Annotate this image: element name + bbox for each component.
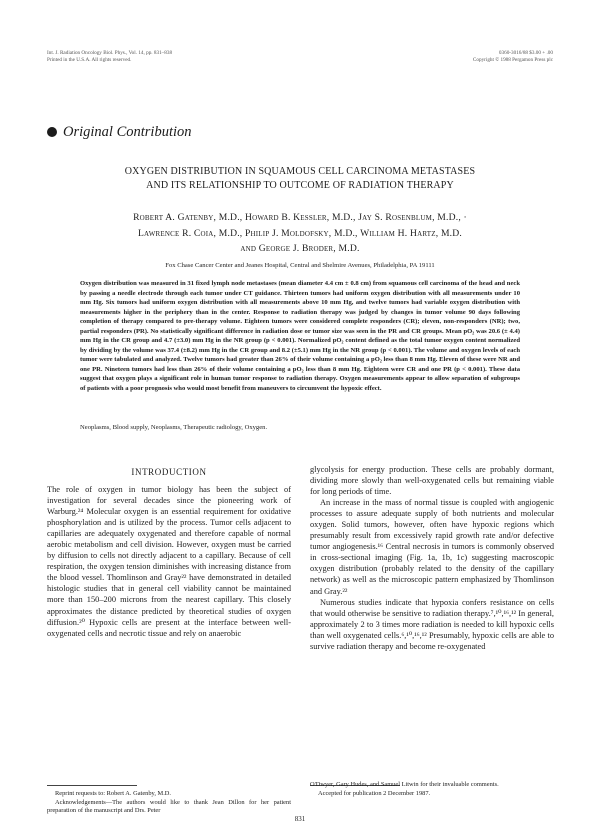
title-line: OXYGEN DISTRIBUTION IN SQUAMOUS CELL CARCINOMA METASTASES [124,166,476,177]
footnotes-right [310,781,554,798]
introduction-heading: INTRODUCTION [131,467,207,477]
title-line: AND ITS RELATIONSHIP TO OUTCOME OF RADIATION THERAPY [146,179,454,191]
right-column [310,464,554,652]
paragraph: An increase in the mass of normal tissue is coupled with angiogenic processes to assure adequate supply of both nutrients and molecular oxygen. Solid tumors, however, often have hypoxic regions which presumably result from excessively rapid growth rate and/or defective tumor angiogenesis.¹⁶ Central necrosis in tumors is commonly observed in cross-sectional imaging (Fig. 1a, 1b, 1c) suggesting macroscopic oxygen distribution (probably related to the density of the capillary network) as well as the microscopic pattern emphasized by Thomlinson and Gray.²² [310,498,554,596]
article-title [52,165,548,192]
abstract: Oxygen distribution was measured in 31 fixed lymph node metastases (mean diameter 4.4 cm ± 0.8 cm) from squamous cell carcinoma of the head and neck by passing a needle electrode through each tumor under CT guidance. Thirteen tumors had uniform oxygen distribution with all measurements under 10 mm Hg. Six tumors had uniform oxygen distribution with all measurements above 10 mm Hg, and twelve tumors had variable oxygen distribution with measurements higher in the periphery than in the center. Response to radiation therapy was judged by changes in tumor volume 90 days following completion of therapy compared to pre-therapy volume. Eighteen tumors were considered complete responders (CR); eleven, non-responders (NR); two, partial responders (PR). No statistically significant difference in radiation dose or tumor size was seen in the PR and CR groups. Mean pO₂ was 20.6 (± 4.4) mm Hg in the CR group and 4.7 (±3.0) mm Hg in the NR group (p < 0.001). Normalized pO₂ content defined as the total tumor oxygen content normalized by dividing by the volume was 37.4 (±8.2) mm Hg in the CR group and 8.2 (±5.1) mm Hg in the NR group (p < 0.001). The volume and oxygen levels of each tumor were tabulated and analyzed. Twelve tumors had greater than 26% of their volume containing a pO₂ less than 8 mm Hg. Eleven of these were NR and one PR. Nineteen tumors had less than 26% of their volume containing a pO₂ less than 8 mm Hg. Eighteen were CR and one PR (p < 0.001). These data suggest that oxygen plays a significant role in human tumor response to radiation therapy. Oxygen measurements appear to allow separation of subgroups of patients with a poor prognosis who would most benefit from maneuvers to circumvent the hypoxic effect. [80,280,520,393]
issn-line: 0360-3016/88 $3.00 + .00 [498,50,553,56]
accepted-date: Accepted for publication 2 December 1987. [318,789,431,797]
paragraph: Numerous studies indicate that hypoxia confers resistance on cells that would otherwise be sensitive to radiation therapy.⁷,¹⁰,¹⁶,¹² In general, approximately 2 to 3 times more radiation is needed to kill hypoxic cells than well oxygenated cells.⁶,¹⁰,¹⁶,¹² Presumably, hypoxic cells are able to survive radiation therapy and become re-oxygenated [310,597,554,651]
affiliation: Fox Chase Cancer Center and Jeanes Hospital, Central and Shelmire Avenues, Philadelphia, PA 19111 [165,262,435,269]
author-list [52,210,548,257]
author-line: Robert A. Gatenby, M.D., Howard B. Kessler, M.D., Jay S. Rosenblum, M.D., · [133,212,467,223]
journal-printed-line: Printed in the U.S.A. All rights reserved. [47,57,132,63]
paragraph: The role of oxygen in tumor biology has been the subject of investigation for several decades since the pioneering work of Warburg.²⁴ Molecular oxygen is an essential requirement for oxidative phosphorylation and is utilized by the process. Tumor cells adjacent to capillaries are adequately oxygenated and therefore capable of normal aerobic metabolism and cell division. However, oxygen must be carried by diffusion to cells not directly adjacent to a capillary. Because of cell respiration, the oxygen tension diminishes with increasing distance from the blood vessel. Thomlinson and Gray²² have demonstrated in detailed histologic studies that in general cell viability cannot be maintained more than 150–200 microns from the nearest capillary. This closely approximates the distance predicted by theoretical studies of oxygen diffusion.²⁰ Hypoxic cells are present at the interface between well-oxygenated cells and necrotic tissue and rely on anaerobic [47,485,291,638]
footnote-divider [47,785,137,786]
keywords: Neoplasms, Blood supply, Neoplasms, Therapeutic radiology, Oxygen. [80,424,268,431]
section-heading [47,123,557,141]
bullet-icon [47,127,57,137]
journal-citation [47,50,172,64]
acknowledgements: Acknowledgements—The authors would like to thank Jean Dillon for her patient preparation of the manuscript and Drs. Peter [47,798,291,814]
author-line: Lawrence R. Coia, M.D., Philip J. Moldofsky, M.D., William H. Hartz, M.D. [138,227,462,239]
left-column [47,484,291,639]
reprint-request: Reprint requests to: Robert A. Gatenby, M.D. [55,790,172,797]
copyright-line: Copyright © 1988 Pergamon Press plc [472,57,553,63]
section-label: Original Contribution [63,123,192,140]
acknowledgements-continued: O'Dwyer, Gary Hudes, and Samuel Litwin for their invaluable comments. [310,781,499,788]
author-line: and George J. Broder, M.D. [240,243,360,254]
journal-citation-line: Int. J. Radiation Oncology Biol. Phys., Vol. 14, pp. 831–838 [47,50,173,56]
paragraph: glycolysis for energy production. These cells are probably dormant, dividing more slowly than well-oxygenated cells but remaining viable for long periods of time. [310,465,554,497]
footnotes-left [47,790,291,816]
copyright-block [473,50,553,64]
page-number: 831 [294,815,306,823]
